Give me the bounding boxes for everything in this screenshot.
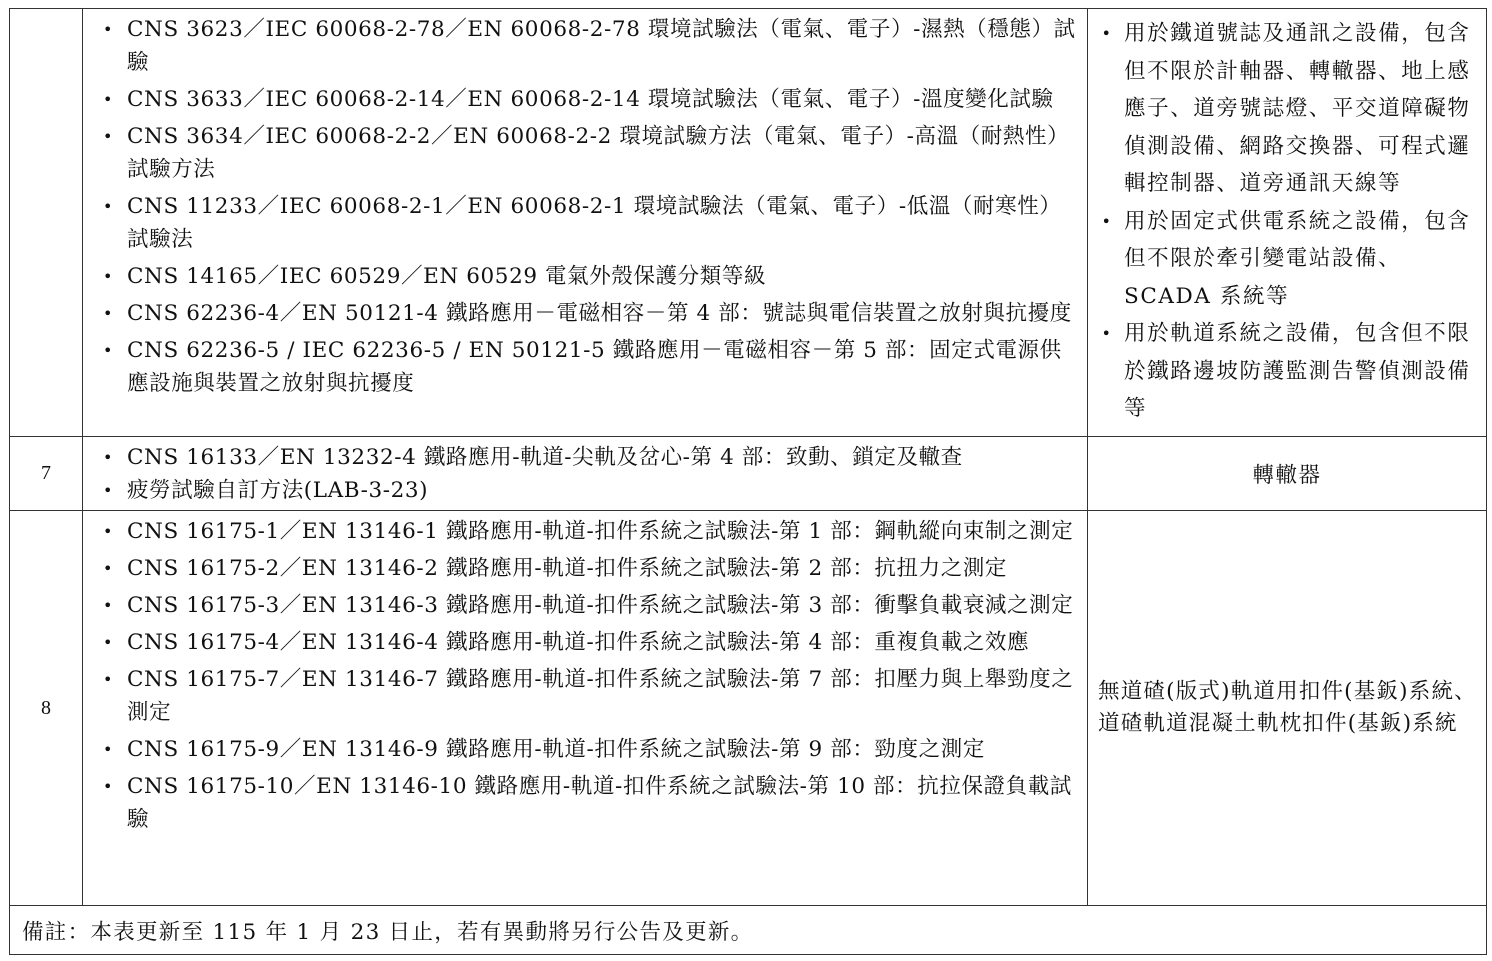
bullet-icon: •	[102, 633, 114, 652]
table-row	[10, 9, 1487, 437]
bullet-icon: •	[102, 127, 114, 146]
row-number	[10, 9, 83, 437]
list-item: • CNS 16175-7／EN 13146-7 鐵路應用-軌道-扣件系統之試驗法-第 7 部：扣壓力與上舉勁度之測定	[95, 663, 1077, 729]
bullet-icon: •	[102, 267, 114, 286]
table-row	[10, 906, 1487, 955]
list-item: • CNS 16133／EN 13232-4 鐵路應用-軌道-尖軌及岔心-第 4 部：致動、鎖定及轍查	[95, 441, 1077, 474]
bullet-icon: •	[102, 522, 114, 541]
list-item: • CNS 16175-3／EN 13146-3 鐵路應用-軌道-扣件系統之試驗法-第 3 部：衝擊負載衰減之測定	[95, 589, 1077, 622]
bullet-icon: •	[102, 670, 114, 689]
application-list	[1098, 15, 1478, 428]
list-item: • CNS 16175-10／EN 13146-10 鐵路應用-軌道-扣件系統之試驗法-第 10 部：抗拉保證負載試驗	[95, 770, 1077, 836]
list-item: • CNS 16175-2／EN 13146-2 鐵路應用-軌道-扣件系統之試驗法-第 2 部：抗扭力之測定	[95, 552, 1077, 585]
bullet-icon: •	[102, 341, 114, 360]
list-item: • 用於軌道系統之設備，包含但不限於鐵路邊坡防護監測告警偵測設備等	[1098, 315, 1478, 428]
bullet-icon: •	[102, 304, 114, 323]
standards-table-page	[9, 8, 1486, 955]
application-cell	[1088, 511, 1487, 906]
bullet-icon: •	[1101, 24, 1113, 43]
list-item: • CNS 3623／IEC 60068-2-78／EN 60068-2-78 環境試驗法（電氣、電子）-濕熱（穩態）試驗	[95, 13, 1077, 79]
standards-list	[95, 515, 1077, 836]
list-item: • CNS 62236-5 / IEC 62236-5 / EN 50121-5 鐵路應用－電磁相容－第 5 部：固定式電源供應設施與裝置之放射與抗擾度	[95, 334, 1077, 400]
row-number: 8	[10, 511, 83, 906]
bullet-icon: •	[1101, 211, 1113, 231]
standards-list	[95, 13, 1077, 400]
application-text: 無道碴(版式)軌道用扣件(基鈑)系統、道碴軌道混凝土軌枕扣件(基鈑)系統	[1098, 678, 1477, 736]
list-item: • CNS 16175-9／EN 13146-9 鐵路應用-軌道-扣件系統之試驗法-第 9 部：勁度之測定	[95, 733, 1077, 766]
table-row	[10, 511, 1487, 906]
bullet-icon: •	[1101, 324, 1113, 343]
list-item: • 用於固定式供電系統之設備，包含但不限於牽引變電站設備、SCADA 系統等	[1098, 203, 1478, 316]
bullet-icon: •	[102, 777, 114, 796]
bullet-icon: •	[102, 20, 114, 39]
standards-cell	[83, 437, 1088, 511]
bullet-icon: •	[102, 448, 114, 467]
list-item: • CNS 3633／IEC 60068-2-14／EN 60068-2-14 環境試驗法（電氣、電子）-溫度變化試驗	[95, 83, 1077, 116]
application-cell	[1088, 9, 1487, 437]
list-item: • CNS 14165／IEC 60529／EN 60529 電氣外殼保護分類等級	[95, 260, 1077, 293]
list-item: • CNS 11233／IEC 60068-2-1／EN 60068-2-1 環境試驗法（電氣、電子）-低溫（耐寒性）試驗法	[95, 190, 1077, 256]
list-item: • 用於鐵道號誌及通訊之設備，包含但不限於計軸器、轉轍器、地上感應子、道旁號誌燈、平交道障礙物偵測設備、網路交換器、可程式邏輯控制器、道旁通訊天線等	[1098, 15, 1478, 203]
application-cell: 轉轍器	[1088, 437, 1487, 511]
list-item: • CNS 16175-4／EN 13146-4 鐵路應用-軌道-扣件系統之試驗法-第 4 部：重複負載之效應	[95, 626, 1077, 659]
list-item: • 疲勞試驗自訂方法(LAB-3-23)	[95, 474, 1077, 507]
footnote: 備註：本表更新至 115 年 1 月 23 日止，若有異動將另行公告及更新。	[10, 906, 1487, 955]
standards-table	[9, 8, 1487, 955]
list-item: • CNS 3634／IEC 60068-2-2／EN 60068-2-2 環境試驗方法（電氣、電子）-高溫（耐熱性）試驗方法	[95, 120, 1077, 186]
row-number: 7	[10, 437, 83, 511]
bullet-icon: •	[102, 481, 114, 500]
standards-list	[95, 441, 1077, 507]
table-row	[10, 437, 1487, 511]
standards-cell	[83, 9, 1088, 437]
list-item: • CNS 16175-1／EN 13146-1 鐵路應用-軌道-扣件系統之試驗法-第 1 部：鋼軌縱向束制之測定	[95, 515, 1077, 548]
standards-cell	[83, 511, 1088, 906]
bullet-icon: •	[102, 559, 114, 578]
bullet-icon: •	[102, 740, 114, 759]
bullet-icon: •	[102, 197, 114, 216]
list-item: • CNS 62236-4／EN 50121-4 鐵路應用－電磁相容－第 4 部：號誌與電信裝置之放射與抗擾度	[95, 297, 1077, 330]
bullet-icon: •	[102, 596, 114, 615]
bullet-icon: •	[102, 90, 114, 109]
